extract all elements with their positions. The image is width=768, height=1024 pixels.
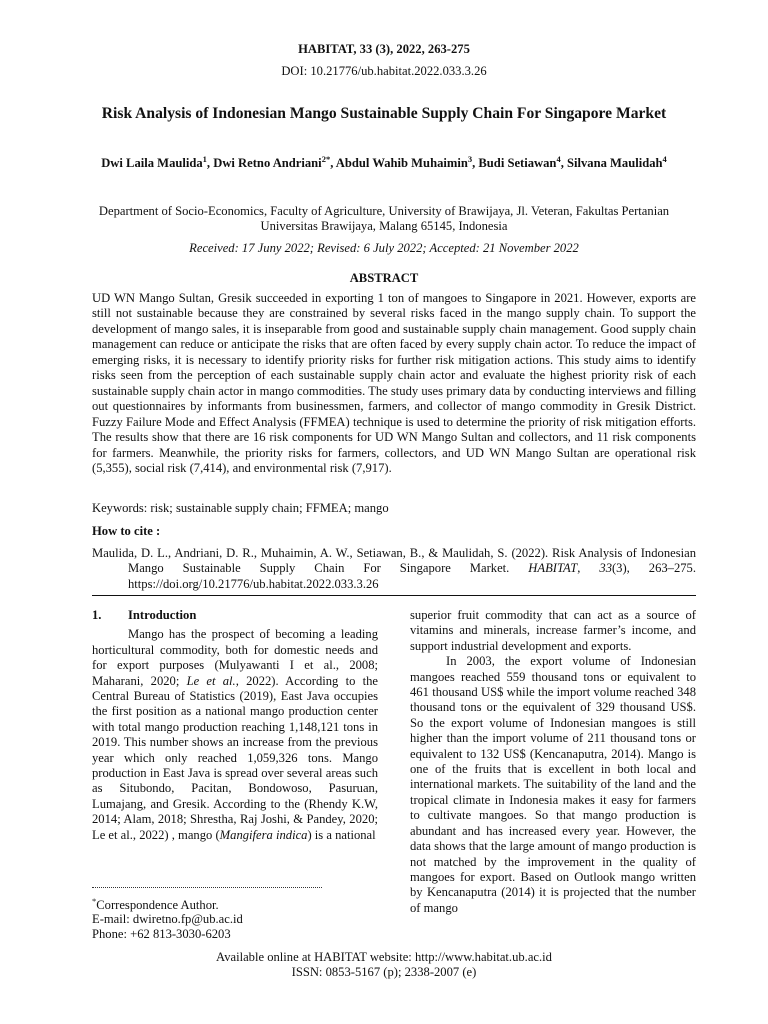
footnote-email[interactable]: E-mail: dwiretno.fp@ub.ac.id (92, 912, 243, 927)
section-number: 1. (92, 608, 102, 622)
journal-citation: HABITAT, 33 (3), 2022, 263-275 (298, 42, 470, 56)
citation-url[interactable]: https://doi.org/10.21776/ub.habitat.2022.033.3.26 (128, 576, 379, 591)
author-affil-mark: 2* (321, 153, 331, 164)
intro-paragraph-1 (92, 627, 378, 843)
author-name: Dwi Retno Andriani (213, 156, 322, 170)
column-right (410, 608, 696, 916)
section-title: Introduction (128, 608, 197, 622)
text-run-italic: Mangifera indica (219, 827, 308, 842)
author-affil-mark: 4 (556, 153, 561, 164)
text-run-italic: Le et al., (186, 673, 239, 688)
cite-heading: How to cite : (92, 524, 161, 538)
footnote (92, 895, 378, 941)
footnote-mark: * (92, 895, 97, 906)
text-run: 2022). According to the Central Bureau of Statistics (2019), East Java occupies the first position as a national mango production center with total mango production reaching 1,148,121 tons in 2019. This number shows an increase from the previous year which only reached 1,059,326 tons. Mango production in East Java is spread over several areas such as Situbondo, Pacitan, Bondowoso, Pasuruan, Lumajang, and Gresik. According to the (Rhendy K.W, 2014; Alam, 2018; Shrestha, Raj Joshi, & Pandey, 2020; Le et al., 2022) , mango ( (92, 673, 379, 842)
paper-title: Risk Analysis of Indonesian Mango Sustainable Supply Chain For Singapore Market (101, 105, 667, 122)
abstract-heading: ABSTRACT (349, 271, 419, 285)
citation: Maulida, D. L., Andriani, D. R., Muhaimin, A. W., Setiawan, B., & Maulidah, S. (2022). Risk Analysis of Indonesian Mango Sustainable Supply Chain For Singapore Market. HABITAT, 33(3), 263–275. https://doi.org/10.21776/ub.habitat.2022.033.3.26 (92, 546, 696, 591)
footnote-phone: Phone: +62 813-3030-6203 (92, 926, 231, 941)
text-run: Mango has the prospect of becoming a leading horticultural commodity, both for domestic needs and for export purposes (Mulyawanti I et al., 2008; Maharani, 2020; (92, 627, 378, 688)
keywords: Keywords: risk; sustainable supply chain; FFMEA; mango (92, 501, 389, 515)
citation-volume: 33 (599, 561, 612, 576)
author-name: Budi Setiawan (478, 156, 557, 170)
footer-issn: ISSN: 0853-5167 (p); 2338-2007 (e) (291, 965, 477, 979)
intro-paragraph-1-continued: superior fruit commodity that can act as a source of vitamins and minerals, increase farmer’s income, and support industrial development and exports. (410, 608, 696, 653)
column-left (92, 608, 378, 843)
author-list: Dwi Laila Maulida$^1$, Dwi Retno Andriani$^{2*}$, Abdul Wahib Muhaimin$^3$, Budi Setiawan$^4$, Silvana Maulidah$^4$ (101, 153, 667, 170)
citation-authors: Maulida, D. L., Andriani, D. R., Muhaimin, A. W., Setiawan, B., & Maulidah, S. (2022). Risk Analysis of Indonesian Mango Sustainable Supply Chain For Singapore Market. (92, 546, 696, 576)
text-run: ) is a national (307, 827, 376, 842)
author-affil-mark: 1 (202, 153, 207, 164)
footnote-line: Correspondence Author. (96, 898, 219, 912)
author-affil-mark: 4 (662, 153, 667, 164)
doi: DOI: 10.21776/ub.habitat.2022.033.3.26 (281, 64, 487, 78)
section-heading (92, 608, 378, 623)
author-affil-mark: 3 (467, 153, 473, 164)
intro-paragraph-2: In 2003, the export volume of Indonesian mangoes reached 559 thousand tons or equivalent to 461 thousand US$ while the import volume reached 348 thousand tons or the equivalent of 329 thousand US$. So the export volume of Indonesian mangoes is still higher than the import volume of 211 thousand tons or equivalent to 132 US$ (Kencanaputra, 2014). Mango is one of the fruits that is excellent in both local and international markets. The suitability of the land and the tropical climate in Indonesia makes it easy for farmers to cultivate mangoes. So that mango production is abundant and has increased every year. However, the data shows that the large amount of mango production is not matched by the improvement in the quality of mangoes for export. Based on Outlook mango written by Kencanaputra (2014) it is projected that the number of mango (410, 654, 696, 915)
affiliation: Department of Socio-Economics, Faculty of Agriculture, University of Brawijaya, Jl. Veteran, Fakultas Pertanian Universitas Brawijaya, Malang 65145, Indonesia (98, 204, 670, 234)
footer-website[interactable]: Available online at HABITAT website: http://www.habitat.ub.ac.id (216, 950, 552, 964)
submission-dates: Received: 17 Juny 2022; Revised: 6 July 2022; Accepted: 21 November 2022 (189, 241, 579, 255)
author-name: Dwi Laila Maulida (101, 156, 203, 170)
abstract-text: UD WN Mango Sultan, Gresik succeeded in exporting 1 ton of mangoes to Singapore in 2021. However, exports are still not sustainable because they are constrained by several risks faced in the mango supply chain. To support the development of mango sales, it is inseparable from good and sustainable supply chain management. Good supply chain management can reduce or anticipate the risks that are often faced by every supply chain actor. To reduce the impact of emerging risks, it is necessary to identify priority risks for further risk mitigation actions. This study aims to identify risks seen from the perception of each sustainable supply chain actor and evaluate the highest priority risk of each sustainable supply chain actor in mango commodities. The study uses primary data by conducting interviews and filling out questionnaires by informants from businessmen, farmers, and collector of mango commodity in Gresik District. Fuzzy Failure Mode and Effect Analysis (FFMEA) technique is used to determine the priority of risk mitigation efforts. The results show that there are 16 risk components for UD WN Mango Sultan and collectors, and 11 risk components for farmers. Meanwhile, the priority risks for farmers, collectors, and UD WN Mango Sultan are operational risk (5,355), social risk (7,414), and environmental risk (7,917). (92, 291, 696, 475)
section-divider (92, 595, 696, 596)
author-name: Abdul Wahib Muhaimin (335, 156, 468, 170)
footnote-divider (92, 887, 322, 888)
author-name: Silvana Maulidah (567, 156, 663, 170)
citation-pages: (3), 263–275. (611, 561, 696, 576)
citation-journal: HABITAT (528, 561, 578, 576)
